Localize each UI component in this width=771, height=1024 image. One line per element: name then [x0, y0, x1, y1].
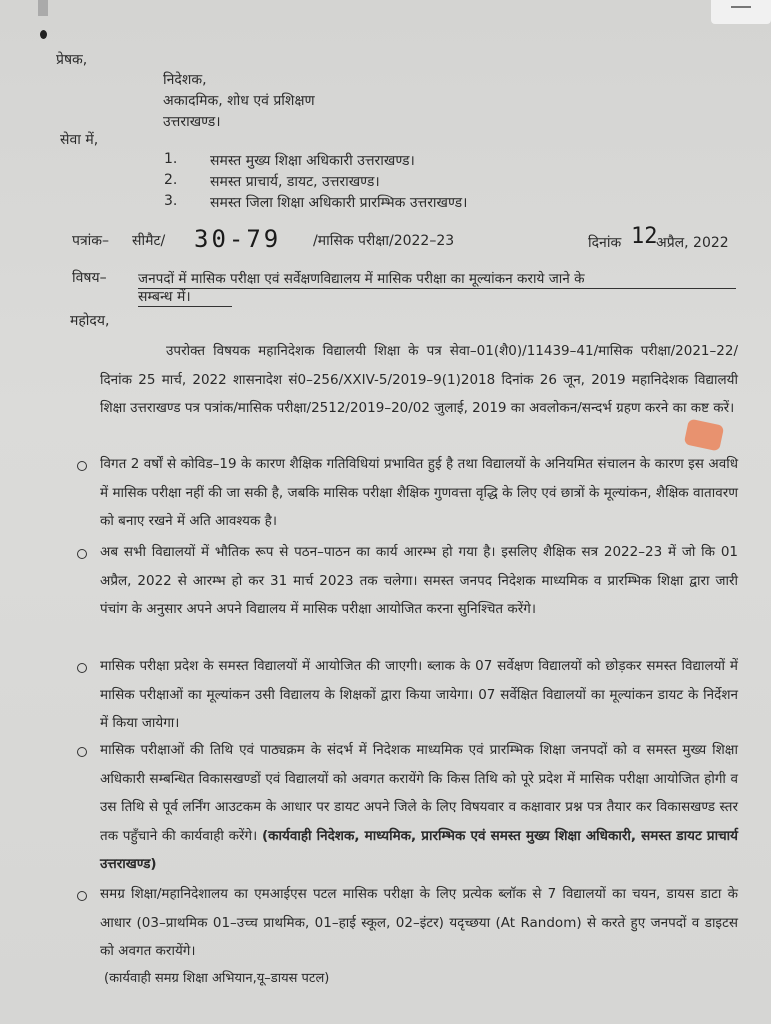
date-day-handwritten: 12 [631, 224, 658, 249]
recipient-num-1: 1. [164, 151, 178, 167]
recipient-text-2: समस्त प्राचार्य, डायट, उत्तराखण्ड। [210, 174, 380, 190]
point-3: मासिक परीक्षा प्रदेश के समस्त विद्यालयों में आयोजित की जाएगी। ब्लाक के 07 सर्वेक्षण विद्यालयों को छोड़कर समस्त विद्यालयों में मासिक परीक्षाओं का मूल्यांकन उसी विद्यालय के शिक्षकों द्वारा किया जायेगा। 07 सर्वेक्षित विद्यालयों का मूल्यांकन डायट के निर्देशन में किया जायेगा। [100, 658, 738, 731]
sender-label: प्रेषक, [56, 52, 88, 68]
bullet-3 [77, 663, 87, 673]
bullet-2 [77, 549, 87, 559]
subject-underline-1 [138, 288, 736, 289]
recipient-text-3: समस्त जिला शिक्षा अधिकारी प्रारम्भिक उत्तराखण्ड। [210, 195, 468, 211]
sender-line1: निदेशक, [163, 72, 207, 88]
point-5: समग्र शिक्षा/महानिदेशालय का एमआईएस पटल मासिक परीक्षा के लिए प्रत्येक ब्लॉक से 7 विद्यालयों का चयन, डायस डाटा के आधार (03–प्राथमिक 01–उच्च प्राथमिक, 01–हाई स्कूल, 02–इंटर) यदृच्छया (At Random) से करते हुए जनपदों व डाइटस को अवगत करायेंगे। [100, 886, 738, 959]
intro-paragraph: उपरोक्त विषयक महानिदेशक विद्यालयी शिक्षा के पत्र सेवा–01(शै0)/11439–41/मासिक परीक्षा/2021–22/दिनांक 25 मार्च, 2022 शासनादेश सं0–256/XXIV-5/2019–9(1)2018 दिनांक 26 जून, 2019 महानिदेशक विद्यालयी शिक्षा उत्तराखण्ड पत्र पत्रांक/मासिक परीक्षा/2512/2019–20/02 जुलाई, 2019 का अवलोकन/सन्दर्भ ग्रहण करने का कष्ट करें। [100, 343, 738, 416]
closing-action: (कार्यवाही समग्र शिक्षा अभियान,यू–डायस पटल) [104, 971, 330, 986]
page-edge-mark [38, 0, 48, 16]
subject-line2: सम्बन्ध में। [138, 289, 191, 305]
point-1: विगत 2 वर्षों से कोविड–19 के कारण शैक्षिक गतिविधियां प्रभावित हुई है तथा विद्यालयों के अनियमित संचालन के कारण इस अवधि में मासिक परीक्षा नहीं की जा सकी है, जबकि मासिक परीक्षा शैक्षिक गुणवत्ता वृद्धि के लिए एवं छात्रों के मूल्यांकन, शैक्षिक वातावरण को बनाए रखने में अति आवश्यक है। [100, 456, 738, 529]
recipient-num-3: 3. [164, 193, 178, 209]
reference-suffix: /मासिक परीक्षा/2022–23 [313, 233, 455, 249]
point-4-text: मासिक परीक्षाओं की तिथि एवं पाठ्यक्रम के संदर्भ में निदेशक माध्यमिक एवं प्रारम्भिक शिक्षा जनपदों को व समस्त मुख्य शिक्षा अधिकारी सम्बन्धित विकासखण्डों एवं विद्यालयों को अवगत करायेंगे कि किस तिथि को पूरे प्रदेश में मासिक परीक्षा आयोजित होगी व उस तिथि से पूर्व लर्निंग आउटकम के आधार पर डायट अपने जिले के लिए विषयवार व कक्षावार प्रश्न पत्र तैयार कर विकासखण्ड स्तर तक पहुँचाने की कार्यवाही करेंगे। [100, 742, 738, 844]
date-rest: अप्रैल, 2022 [656, 235, 729, 251]
bullet-1 [77, 461, 87, 471]
menu-button[interactable] [711, 0, 771, 24]
sender-line3: उत्तराखण्ड। [163, 114, 221, 130]
recipient-text-1: समस्त मुख्य शिक्षा अधिकारी उत्तराखण्ड। [210, 153, 415, 169]
subject-underline-2 [138, 306, 232, 307]
subject-line1: जनपदों में मासिक परीक्षा एवं सर्वेक्षणविद्यालय में मासिक परीक्षा का मूल्यांकन कराये जाने के [138, 271, 585, 287]
sender-line2: अकादमिक, शोध एवं प्रशिक्षण [163, 93, 315, 109]
date-label: दिनांक [588, 235, 622, 251]
salutation: महोदय, [70, 313, 110, 329]
subject-label: विषय– [72, 270, 107, 286]
point-2: अब सभी विद्यालयों में भौतिक रूप से पठन–पाठन का कार्य आरम्भ हो गया है। इसलिए शैक्षिक सत्र 2022–23 में जो कि 01 अप्रैल, 2022 से आरम्भ हो कर 31 मार्च 2023 तक चलेगा। समस्त जनपद निदेशक माध्यमिक व प्रारम्भिक शिक्षा द्वारा जारी पंचांग के अनुसार अपने अपने विद्यालय में मासिक परीक्षा आयोजित करना सुनिश्चित करेंगे। [100, 544, 738, 617]
reference-prefix: सीमैट/ [132, 233, 166, 249]
bullet-5 [77, 891, 87, 901]
punch-hole [40, 30, 47, 39]
point-4 [100, 736, 738, 879]
reference-label: पत्रांक– [72, 233, 110, 249]
point-4-action: (कार्यवाही निदेशक, माध्यमिक, प्रारम्भिक एवं समस्त मुख्य शिक्षा अधिकारी, समस्त डायट प्राचार्य उत्तराखण्ड) [100, 827, 738, 872]
orange-stain [684, 419, 725, 452]
recipients-label: सेवा में, [60, 132, 99, 148]
reference-number-handwritten: 30-79 [194, 225, 282, 253]
recipient-num-2: 2. [164, 172, 178, 188]
menu-icon-line [731, 6, 751, 8]
bullet-4 [77, 747, 87, 757]
